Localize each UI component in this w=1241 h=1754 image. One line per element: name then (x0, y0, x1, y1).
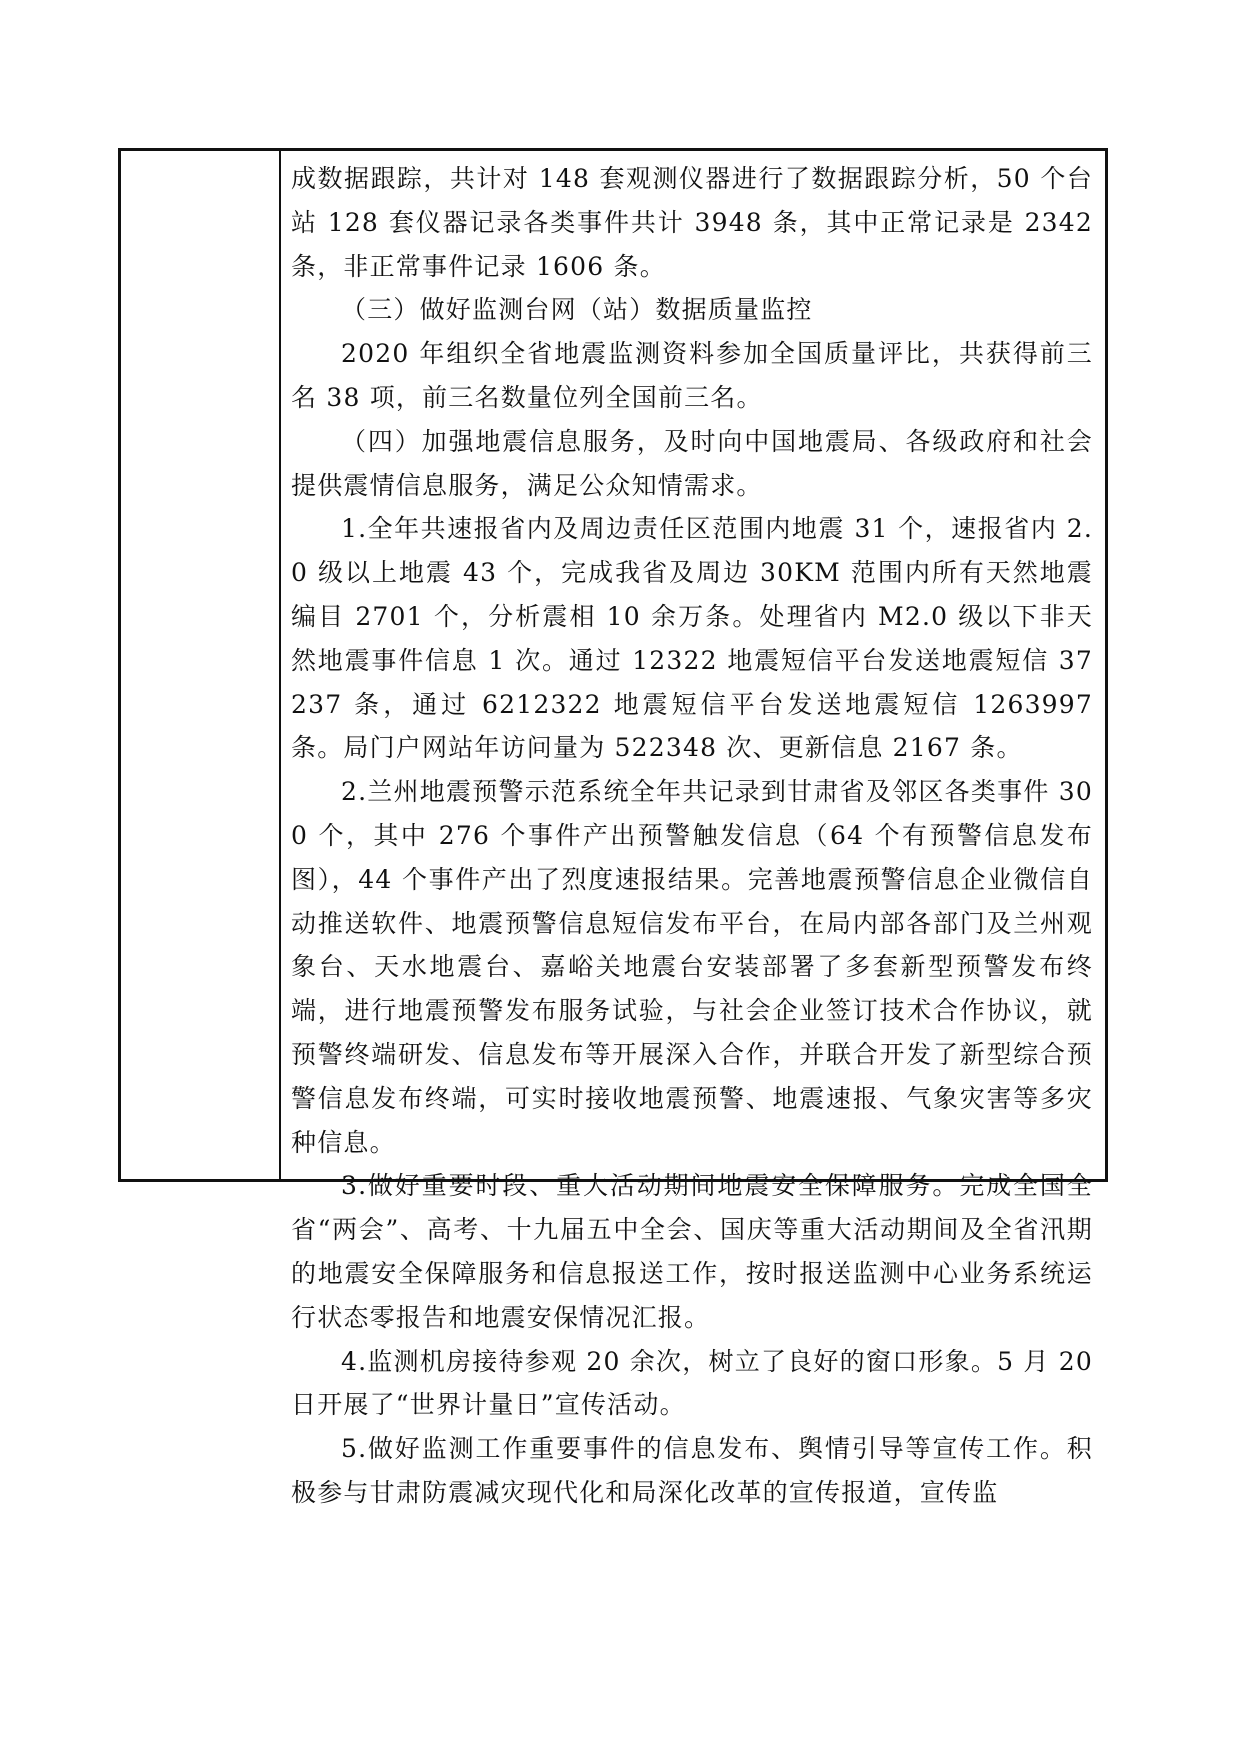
paragraph-item-2: 2.兰州地震预警示范系统全年共记录到甘肃省及邻区各类事件 300 个，其中 276 个事件产出预警触发信息（64 个有预警信息发布图），44 个事件产出了烈度速报结果。完善地震预警信息企业微信自动推送软件、地震预警信息短信发布平台，在局内部各部门及兰州观象台、天水地震台、嘉峪关地震台安装部署了多套新型预警发布终端，进行地震预警发布服务试验，与社会企业签订技术合作协议，就预警终端研发、信息发布等开展深入合作，并联合开发了新型综合预警信息发布终端，可实时接收地震预警、地震速报、气象灾害等多灾种信息。 (291, 777, 1093, 1157)
table-label-column (121, 151, 281, 1179)
paragraph-item-5: 5.做好监测工作重要事件的信息发布、舆情引导等宣传工作。积极参与甘肃防震减灾现代化和局深化改革的宣传报道，宣传监 (291, 1434, 1093, 1507)
paragraph-quality-evaluation: 2020 年组织全省地震监测资料参加全国质量评比，共获得前三名 38 项，前三名数量位列全国前三名。 (291, 339, 1093, 412)
report-table (118, 148, 1108, 1507)
heading-info-service: （四）加强地震信息服务，及时向中国地震局、各级政府和社会提供震情信息服务，满足公众知情需求。 (291, 426, 1093, 500)
heading-data-quality: （三）做好监测台网（站）数据质量监控 (341, 295, 813, 325)
paragraph-item-4: 4.监测机房接待参观 20 余次，树立了良好的窗口形象。5 月 20 日开展了“世界计量日”宣传活动。 (291, 1346, 1093, 1420)
paragraph-data-tracking: 成数据跟踪，共计对 148 套观测仪器进行了数据跟踪分析，50 个台站 128 套仪器记录各类事件共计 3948 条，其中正常记录是 2342 条，非正常事件记录 1606 条。 (291, 164, 1093, 281)
paragraph-item-3: 3.做好重要时段、重大活动期间地震安全保障服务。完成全国全省“两会”、高考、十九届五中全会、国庆等重大活动期间及全省汛期的地震安全保障服务和信息报送工作，按时报送监测中心业务系统运行状态零报告和地震安保情况汇报。 (291, 1171, 1093, 1332)
table-content-cell (283, 157, 1099, 1507)
paragraph-item-1: 1.全年共速报省内及周边责任区范围内地震 31 个，速报省内 2.0 级以上地震 43 个，完成我省及周边 30KM 范围内所有天然地震编目 2701 个，分析震相 10 余万条。处理省内 M2.0 级以下非天然地震事件信息 1 次。通过 12322 地震短信平台发送地震短信 37237 条，通过 6212322 地震短信平台发送地震短信 1263997 条。局门户网站年访问量为 522348 次、更新信息 2167 条。 (291, 514, 1093, 763)
